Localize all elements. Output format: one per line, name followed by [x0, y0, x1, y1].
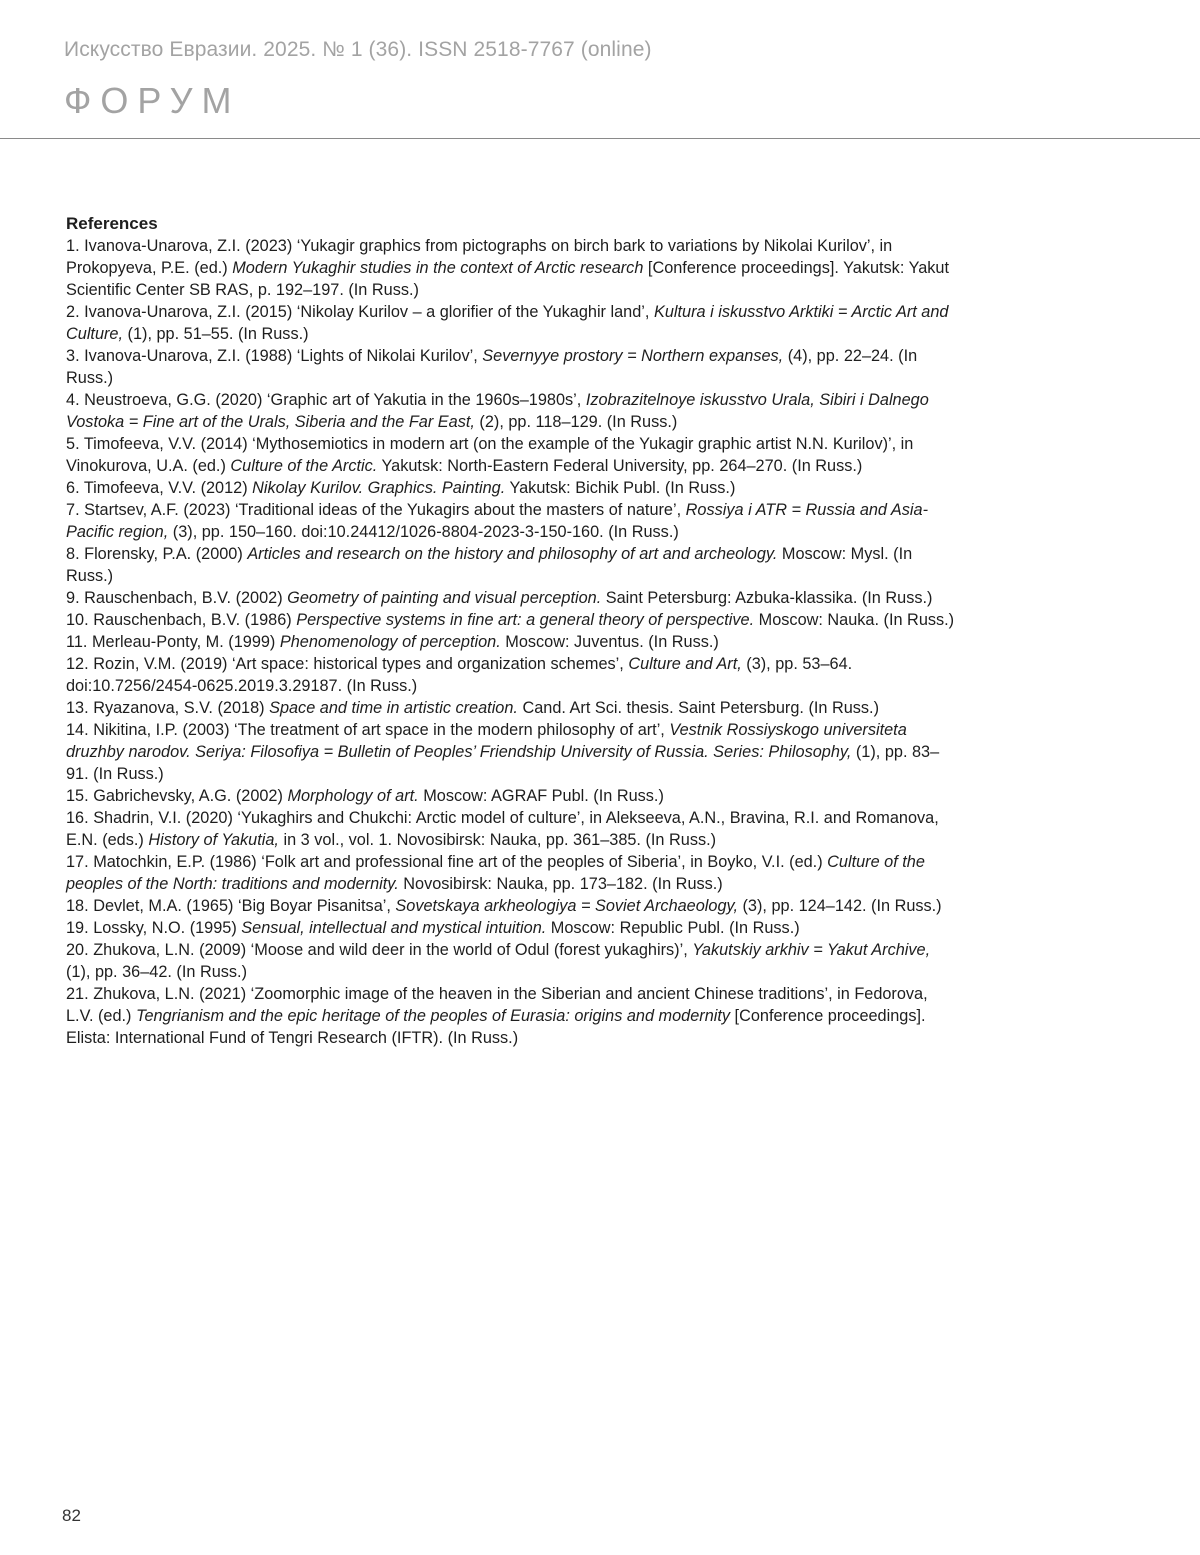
reference-number: 2 [66, 303, 76, 321]
reference-text: Zhukova, L.N. (2009) ‘Moose and wild deer in the world of Odul (forest yukaghirs)’, [93, 941, 693, 959]
reference-number: 16 [66, 809, 85, 827]
reference-title: Geometry of painting and visual perception. [287, 589, 602, 607]
reference-details: Moscow: Nauka. (In Russ.) [754, 611, 955, 629]
reference-number: 18 [66, 897, 85, 915]
reference-details: (3), pp. 150–160. doi:10.24412/1026-8804-2023-3-150-160. (In Russ.) [168, 523, 679, 541]
reference-text: Startsev, A.F. (2023) ‘Traditional ideas of the Yukagirs about the masters of nature’, [84, 501, 686, 519]
reference-details: (3), pp. 124–142. (In Russ.) [737, 897, 942, 915]
reference-title: Izobrazitelnoye iskusstvo Urala, Sibiri i Dalnego Vostoka = Fine art of the Urals, Siberia and the Far East, [66, 391, 929, 431]
reference-item: 5. Timofeeva, V.V. (2014) ‘Mythosemiotics in modern art (on the example of the Yukagir graphic artist N.N. Kurilov)’, in Vinokurova, U.A. (ed.) Culture of the Arctic. Yakutsk: North-Eastern Federal University, pp. 264–270. (In Russ.) [66, 435, 914, 475]
reference-title: Sensual, intellectual and mystical intuition. [241, 919, 547, 937]
section-title: ФОРУМ [64, 80, 241, 121]
reference-title: Nikolay Kurilov. Graphics. Painting. [252, 479, 506, 497]
reference-title: Morphology of art. [287, 787, 419, 805]
reference-item: 21. Zhukova, L.N. (2021) ‘Zoomorphic image of the heaven in the Siberian and ancient Chinese traditions’, in Fedorova, L.V. (ed.) Tengrianism and the epic heritage of the peoples of Eurasia: origins and modernity [Conference proceedings]. Elista: International Fund of Tengri Research (IFTR). (In Russ.) [66, 985, 928, 1047]
reference-title: Rossiya i ATR = Russia and Asia-Pacific region, [66, 501, 928, 541]
reference-item: 17. Matochkin, E.P. (1986) ‘Folk art and professional fine art of the peoples of Siberia’, in Boyko, V.I. (ed.) Culture of the peoples of the North: traditions and modernity. Novosibirsk: Nauka, pp. 173–182. (In Russ.) [66, 853, 925, 893]
reference-title: Tengrianism and the epic heritage of the peoples of Eurasia: origins and modernity [136, 1007, 731, 1025]
page-number: 82 [62, 1506, 81, 1525]
reference-title: Vestnik Rossiyskogo universiteta druzhby narodov. Seriya: Filosofiya = Bulletin of Peoples’ Friendship University of Russia. Series: Philosophy, [66, 721, 907, 761]
reference-title: Sovetskaya arkheologiya = Soviet Archaeology, [395, 897, 738, 915]
reference-item: 14. Nikitina, I.P. (2003) ‘The treatment of art space in the modern philosophy of art’, Vestnik Rossiyskogo universiteta druzhby narodov. Seriya: Filosofiya = Bulletin of Peoples’ Friendship University of Russia. Series: Philosophy, (1), pp. 83–91. (In Russ.) [66, 721, 940, 783]
reference-details: Moscow: AGRAF Publ. (In Russ.) [418, 787, 664, 805]
reference-text: Timofeeva, V.V. (2012) [83, 479, 253, 497]
reference-title: Phenomenology of perception. [279, 633, 501, 651]
reference-number: 20 [66, 941, 85, 959]
reference-details: Cand. Art Sci. thesis. Saint Petersburg. (In Russ.) [517, 699, 880, 717]
reference-details: (2), pp. 118–129. (In Russ.) [474, 413, 678, 431]
reference-item: 6. Timofeeva, V.V. (2012) Nikolay Kurilov. Graphics. Painting. Yakutsk: Bichik Publ. (In Russ.) [66, 479, 736, 497]
reference-item: 12. Rozin, V.M. (2019) ‘Art space: historical types and organization schemes’, Culture and Art, (3), pp. 53–64. doi:10.7256/2454-0625.2019.3.29187. (In Russ.) [66, 655, 853, 695]
reference-text: Ivanova-Unarova, Z.I. (1988) ‘Lights of Nikolai Kurilov’, [84, 347, 483, 365]
reference-text: Ryazanova, S.V. (2018) [93, 699, 270, 717]
reference-item: 3. Ivanova-Unarova, Z.I. (1988) ‘Lights of Nikolai Kurilov’, Severnyye prostory = Northern expanses, (4), pp. 22–24. (In Russ.) [66, 347, 918, 387]
reference-number: 4 [66, 391, 76, 409]
reference-text: Rauschenbach, B.V. (1986) [93, 611, 297, 629]
reference-item: 9. Rauschenbach, B.V. (2002) Geometry of painting and visual perception. Saint Petersburg: Azbuka-klassika. (In Russ.) [66, 589, 933, 607]
header-divider [0, 138, 1200, 139]
reference-title: Space and time in artistic creation. [269, 699, 518, 717]
reference-number: 7 [66, 501, 76, 519]
reference-title: Culture of the Arctic. [230, 457, 378, 475]
reference-text: Gabrichevsky, A.G. (2002) [93, 787, 288, 805]
references-section [66, 213, 956, 1049]
reference-details: Moscow: Mysl. (In Russ.) [66, 545, 913, 585]
reference-text: Nikitina, I.P. (2003) ‘The treatment of art space in the modern philosophy of art’, [93, 721, 670, 739]
reference-number: 8 [66, 545, 76, 563]
reference-details: (3), pp. 53–64. doi:10.7256/2454-0625.2019.3.29187. (In Russ.) [66, 655, 853, 695]
reference-details: [Conference proceedings]. Yakutsk: Yakut Scientific Center SB RAS, p. 192–197. (In Russ.) [66, 259, 949, 299]
reference-details: (1), pp. 36–42. (In Russ.) [66, 963, 247, 981]
reference-title: Perspective systems in fine art: a general theory of perspective. [296, 611, 755, 629]
reference-number: 12 [66, 655, 85, 673]
reference-number: 15 [66, 787, 85, 805]
reference-number: 5 [66, 435, 76, 453]
reference-details: Yakutsk: Bichik Publ. (In Russ.) [505, 479, 736, 497]
reference-text: Neustroeva, G.G. (2020) ‘Graphic art of Yakutia in the 1960s–1980s’, [84, 391, 586, 409]
reference-title: Articles and research on the history and philosophy of art and archeology. [247, 545, 778, 563]
reference-text: Ivanova-Unarova, Z.I. (2023) ‘Yukagir graphics from pictographs on birch bark to variations by Nikolai Kurilov’, in Prokopyeva, P.E. (ed.) [66, 237, 893, 277]
reference-details: Novosibirsk: Nauka, pp. 173–182. (In Russ.) [398, 875, 723, 893]
reference-item: 18. Devlet, M.A. (1965) ‘Big Boyar Pisanitsa’, Sovetskaya arkheologiya = Soviet Archaeology, (3), pp. 124–142. (In Russ.) [66, 897, 942, 915]
reference-text: Timofeeva, V.V. (2014) ‘Mythosemiotics in modern art (on the example of the Yukagir graphic artist N.N. Kurilov)’, in Vinokurova, U.A. (ed.) [66, 435, 914, 475]
reference-text: Matochkin, E.P. (1986) ‘Folk art and professional fine art of the peoples of Siberia’, in Boyko, V.I. (ed.) [93, 853, 828, 871]
reference-text: Shadrin, V.I. (2020) ‘Yukaghirs and Chukchi: Arctic model of culture’, in Alekseeva, A.N., Bravina, R.I. and Romanova, E.N. (eds.) [66, 809, 939, 849]
reference-number: 9 [66, 589, 76, 607]
reference-title: History of Yakutia, [148, 831, 279, 849]
reference-item: 13. Ryazanova, S.V. (2018) Space and time in artistic creation. Cand. Art Sci. thesis. Saint Petersburg. (In Russ.) [66, 699, 880, 717]
reference-number: 10 [66, 611, 85, 629]
reference-item: 19. Lossky, N.O. (1995) Sensual, intellectual and mystical intuition. Moscow: Republic Publ. (In Russ.) [66, 919, 800, 937]
reference-number: 13 [66, 699, 85, 717]
reference-number: 14 [66, 721, 85, 739]
reference-number: 11 [66, 633, 83, 651]
reference-item: 15. Gabrichevsky, A.G. (2002) Morphology of art. Moscow: AGRAF Publ. (In Russ.) [66, 787, 664, 805]
reference-details: Moscow: Juventus. (In Russ.) [500, 633, 719, 651]
reference-number: 6 [66, 479, 76, 497]
reference-details: [Conference proceedings]. Elista: International Fund of Tengri Research (IFTR). (In Russ.) [66, 1007, 926, 1047]
reference-text: Ivanova-Unarova, Z.I. (2015) ‘Nikolay Kurilov – a glorifier of the Yukaghir land’, [84, 303, 654, 321]
journal-citation: Искусство Евразии. 2025. № 1 (36). ISSN 2518-7767 (online) [64, 38, 652, 61]
reference-details: Yakutsk: North-Eastern Federal University, pp. 264–270. (In Russ.) [377, 457, 863, 475]
reference-text: Zhukova, L.N. (2021) ‘Zoomorphic image of the heaven in the Siberian and ancient Chinese traditions’, in Fedorova, L.V. (ed.) [66, 985, 928, 1025]
reference-item: 7. Startsev, A.F. (2023) ‘Traditional ideas of the Yukagirs about the masters of nature’, Rossiya i ATR = Russia and Asia-Pacific region, (3), pp. 150–160. doi:10.24412/1026-8804-2023-3-150-160. (In Russ.) [66, 501, 928, 541]
reference-details: in 3 vol., vol. 1. Novosibirsk: Nauka, pp. 361–385. (In Russ.) [278, 831, 717, 849]
reference-number: 17 [66, 853, 85, 871]
reference-details: Moscow: Republic Publ. (In Russ.) [546, 919, 800, 937]
reference-title: Modern Yukaghir studies in the context of Arctic research [232, 259, 644, 277]
reference-details: (4), pp. 22–24. (In Russ.) [66, 347, 918, 387]
reference-details: (1), pp. 83–91. (In Russ.) [66, 743, 940, 783]
reference-text: Devlet, M.A. (1965) ‘Big Boyar Pisanitsa’, [93, 897, 396, 915]
reference-item: 16. Shadrin, V.I. (2020) ‘Yukaghirs and Chukchi: Arctic model of culture’, in Alekseeva, A.N., Bravina, R.I. and Romanova, E.N. (eds.) History of Yakutia, in 3 vol., vol. 1. Novosibirsk: Nauka, pp. 361–385. (In Russ.) [66, 809, 939, 849]
reference-number: 19 [66, 919, 85, 937]
reference-text: Rozin, V.M. (2019) ‘Art space: historical types and organization schemes’, [93, 655, 629, 673]
reference-title: Severnyye prostory = Northern expanses, [482, 347, 784, 365]
reference-number: 1 [66, 237, 76, 255]
reference-item: 10. Rauschenbach, B.V. (1986) Perspective systems in fine art: a general theory of perspective. Moscow: Nauka. (In Russ.) [66, 611, 955, 629]
reference-item: 8. Florensky, P.A. (2000) Articles and research on the history and philosophy of art and archeology. Moscow: Mysl. (In Russ.) [66, 545, 913, 585]
reference-text: Lossky, N.O. (1995) [93, 919, 242, 937]
reference-details: (1), pp. 51–55. (In Russ.) [123, 325, 309, 343]
reference-item: 20. Zhukova, L.N. (2009) ‘Moose and wild deer in the world of Odul (forest yukaghirs)’, Yakutskiy arkhiv = Yakut Archive, (1), pp. 36–42. (In Russ.) [66, 941, 931, 981]
reference-item: 2. Ivanova-Unarova, Z.I. (2015) ‘Nikolay Kurilov – a glorifier of the Yukaghir land’, Kultura i iskusstvo Arktiki = Arctic Art and Culture, (1), pp. 51–55. (In Russ.) [66, 303, 949, 343]
reference-title: Kultura i iskusstvo Arktiki = Arctic Art and Culture, [66, 303, 949, 343]
references-heading: References [66, 214, 158, 233]
reference-title: Culture and Art, [628, 655, 742, 673]
references-list [66, 235, 956, 1049]
reference-item: 11. Merleau-Ponty, M. (1999) Phenomenology of perception. Moscow: Juventus. (In Russ.) [66, 633, 719, 651]
reference-item: 4. Neustroeva, G.G. (2020) ‘Graphic art of Yakutia in the 1960s–1980s’, Izobrazitelnoye iskusstvo Urala, Sibiri i Dalnego Vostoka = Fine art of the Urals, Siberia and the Far East, (2), pp. 118–129. (In Russ.) [66, 391, 929, 431]
reference-item: 1. Ivanova-Unarova, Z.I. (2023) ‘Yukagir graphics from pictographs on birch bark to variations by Nikolai Kurilov’, in Prokopyeva, P.E. (ed.) Modern Yukaghir studies in the context of Arctic research [Conference proceedings]. Yakutsk: Yakut Scientific Center SB RAS, p. 192–197. (In Russ.) [66, 237, 949, 299]
reference-number: 3 [66, 347, 76, 365]
reference-text: Merleau-Ponty, M. (1999) [91, 633, 280, 651]
reference-text: Rauschenbach, B.V. (2002) [84, 589, 288, 607]
reference-details: Saint Petersburg: Azbuka-klassika. (In Russ.) [601, 589, 933, 607]
reference-title: Culture of the peoples of the North: traditions and modernity. [66, 853, 925, 893]
reference-number: 21 [66, 985, 85, 1003]
reference-title: Yakutskiy arkhiv = Yakut Archive, [692, 941, 931, 959]
reference-text: Florensky, P.A. (2000) [84, 545, 248, 563]
